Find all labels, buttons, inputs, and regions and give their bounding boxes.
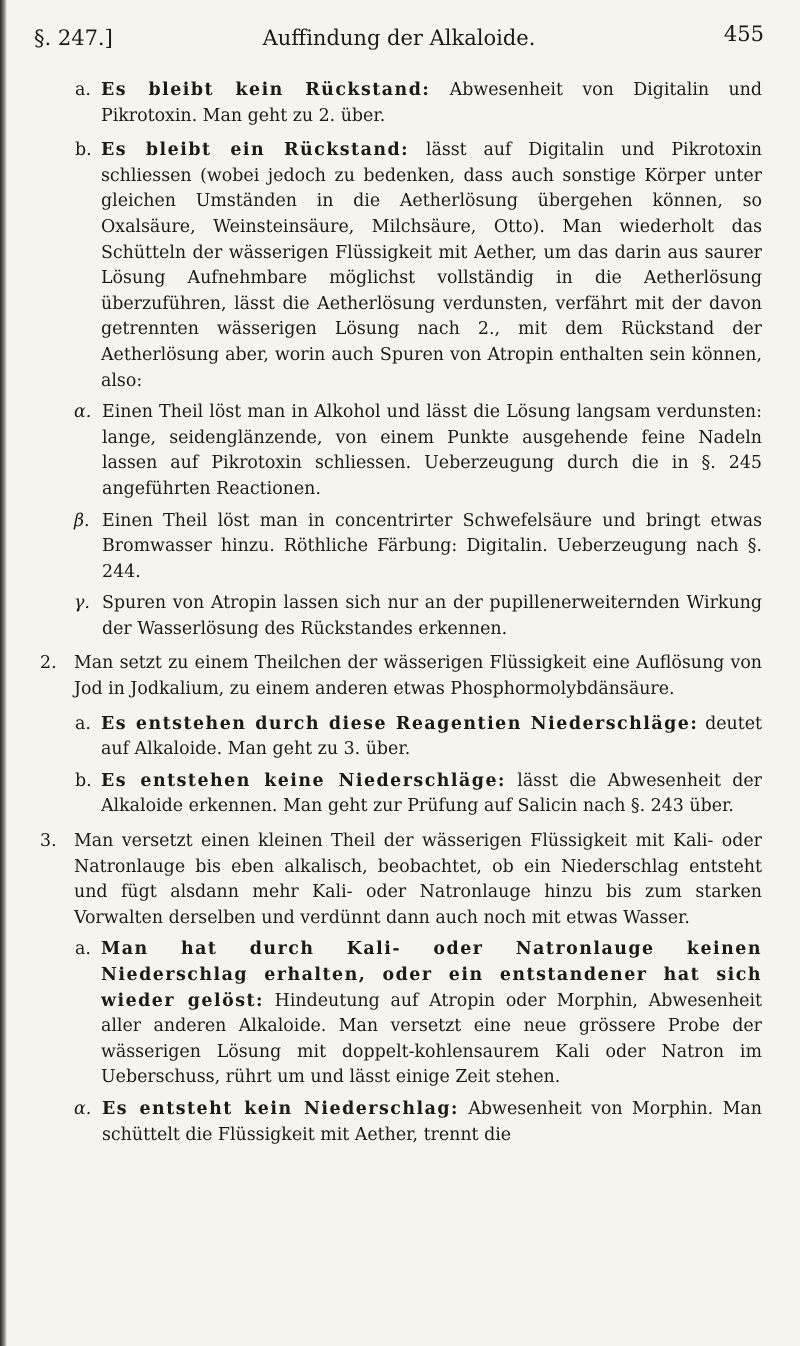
running-header — [34, 22, 764, 56]
item-marker: α. — [74, 402, 92, 423]
item-marker: γ. — [74, 593, 90, 614]
spaced-lead: Man hat durch Kali- oder Natronlauge keinen Niederschlag erhalten, oder ein entstandener hat sich wieder gelöst: — [101, 939, 762, 1011]
paragraph-text: Abwesenheit von Digitalin und Pikrotoxin. Man geht zu 2. über. — [101, 80, 762, 126]
item-marker: b. — [75, 140, 92, 161]
paragraph-a-no-residue — [40, 78, 762, 129]
spaced-lead: Es bleibt ein Rückstand: — [101, 140, 410, 161]
item-marker: a. — [75, 939, 91, 960]
section-reference: §. 247.] — [34, 26, 113, 50]
paragraph-text: lässt die Abwesenheit der Alkaloide erkennen. Man geht zur Prüfung auf Salicin nach §. 243 über. — [101, 770, 762, 817]
item-marker: a. — [75, 80, 91, 100]
paragraph-text: deutet auf Alkaloide. Man geht zu 3. über. — [101, 713, 763, 760]
paragraph-gamma-atropin — [40, 591, 762, 642]
paragraph-step-2 — [40, 651, 762, 702]
spaced-lead: Es entstehen durch diese Reagentien Niederschläge: — [101, 713, 699, 734]
paragraph-text: Hindeutung auf Atropin oder Morphin, Abwesenheit aller anderen Alkaloide. Man versetzt eine neue grössere Probe der wässerigen Lösung mit doppelt-kohlensaurem Kali oder Natron im Ueberschuss, rührt um und lässt einige Zeit stehen. — [101, 990, 762, 1088]
item-marker: b. — [75, 770, 92, 791]
item-marker: a. — [75, 713, 91, 734]
paragraph-text: lässt auf Digitalin und Pikrotoxin schliessen (wobei jedoch zu bedenken, dass auch sonstige Körper unter gleichen Umständen in die Aetherlösung übergehen können, so Oxalsäure, Weinsteinsäure, Milchsäure, Otto). Man wiederholt das Schütteln der wässerigen Flüssigkeit mit Aether, um das darin aus saurer Lösung Aufnehmbare möglichst vollständig in die Aetherlösung überzuführen, lässt die Aetherlösung verdunsten, verfährt mit der davon getrennten wässerigen Lösung nach 2., mit dem Rückstand der Aetherlösung aber, worin auch Spuren von Atropin enthalten sein können, also: — [101, 140, 762, 391]
paragraph-b-residue — [40, 138, 762, 394]
spaced-lead: Es bleibt kein Rückstand: — [101, 80, 431, 100]
spaced-lead: Es entstehen keine Niederschläge: — [101, 770, 506, 791]
paragraph-2b-no-precipitates — [40, 769, 762, 820]
paragraph-text: Einen Theil löst man in Alkohol und lässt die Lösung langsam verdunsten: lange, seidenglänzende, von einem Punkte ausgehende feine Nadeln lassen auf Pikrotoxin schliessen. Ueberzeugung durch die in §. 245 angeführten Reactionen. — [102, 402, 762, 499]
paragraph-text: Spuren von Atropin lassen sich nur an der pupillenerweiternden Wirkung der Wasserlösung des Rückstandes erkennen. — [102, 593, 762, 639]
item-marker: α. — [74, 1098, 92, 1119]
paragraph-text: Man setzt zu einem Theilchen der wässerigen Flüssigkeit eine Auflösung von Jod in Jodkalium, zu einem anderen etwas Phosphormolybdänsäure. — [74, 653, 762, 700]
paragraph-3a-no-precipitate — [40, 937, 762, 1091]
item-marker: 2. — [40, 653, 57, 674]
paragraph-text: Abwesenheit von Morphin. Man schüttelt die Flüssigkeit mit Aether, trennt die — [102, 1098, 762, 1145]
item-marker: 3. — [40, 831, 57, 852]
paragraph-text: Einen Theil löst man in concentrirter Schwefelsäure und bringt etwas Bromwasser hinzu. Röthliche Färbung: Digitalin. Ueberzeugung nach §. 244. — [102, 510, 762, 582]
item-marker: β. — [74, 510, 90, 531]
running-title: Auffindung der Alkaloide. — [262, 26, 536, 50]
paragraph-beta-digitalin — [40, 509, 762, 586]
book-spine-shadow — [0, 0, 7, 1346]
paragraph-2a-precipitates — [40, 712, 762, 763]
paragraph-3a-alpha-morphin — [40, 1097, 762, 1148]
paragraph-step-3 — [40, 829, 762, 931]
paragraph-text: Man versetzt einen kleinen Theil der wässerigen Flüssigkeit mit Kali- oder Natronlauge bis eben alkalisch, beobachtet, ob ein Niederschlag entsteht und fügt alsdann mehr Kali- oder Natronlauge hinzu bis zum starken Vorwalten derselben und verdünnt dann auch noch mit etwas Wasser. — [74, 831, 762, 928]
page-body — [40, 78, 762, 1148]
paragraph-alpha-pikrotoxin — [40, 400, 762, 502]
page-number: 455 — [723, 22, 764, 46]
spaced-lead: Es entsteht kein Niederschlag: — [102, 1098, 459, 1119]
